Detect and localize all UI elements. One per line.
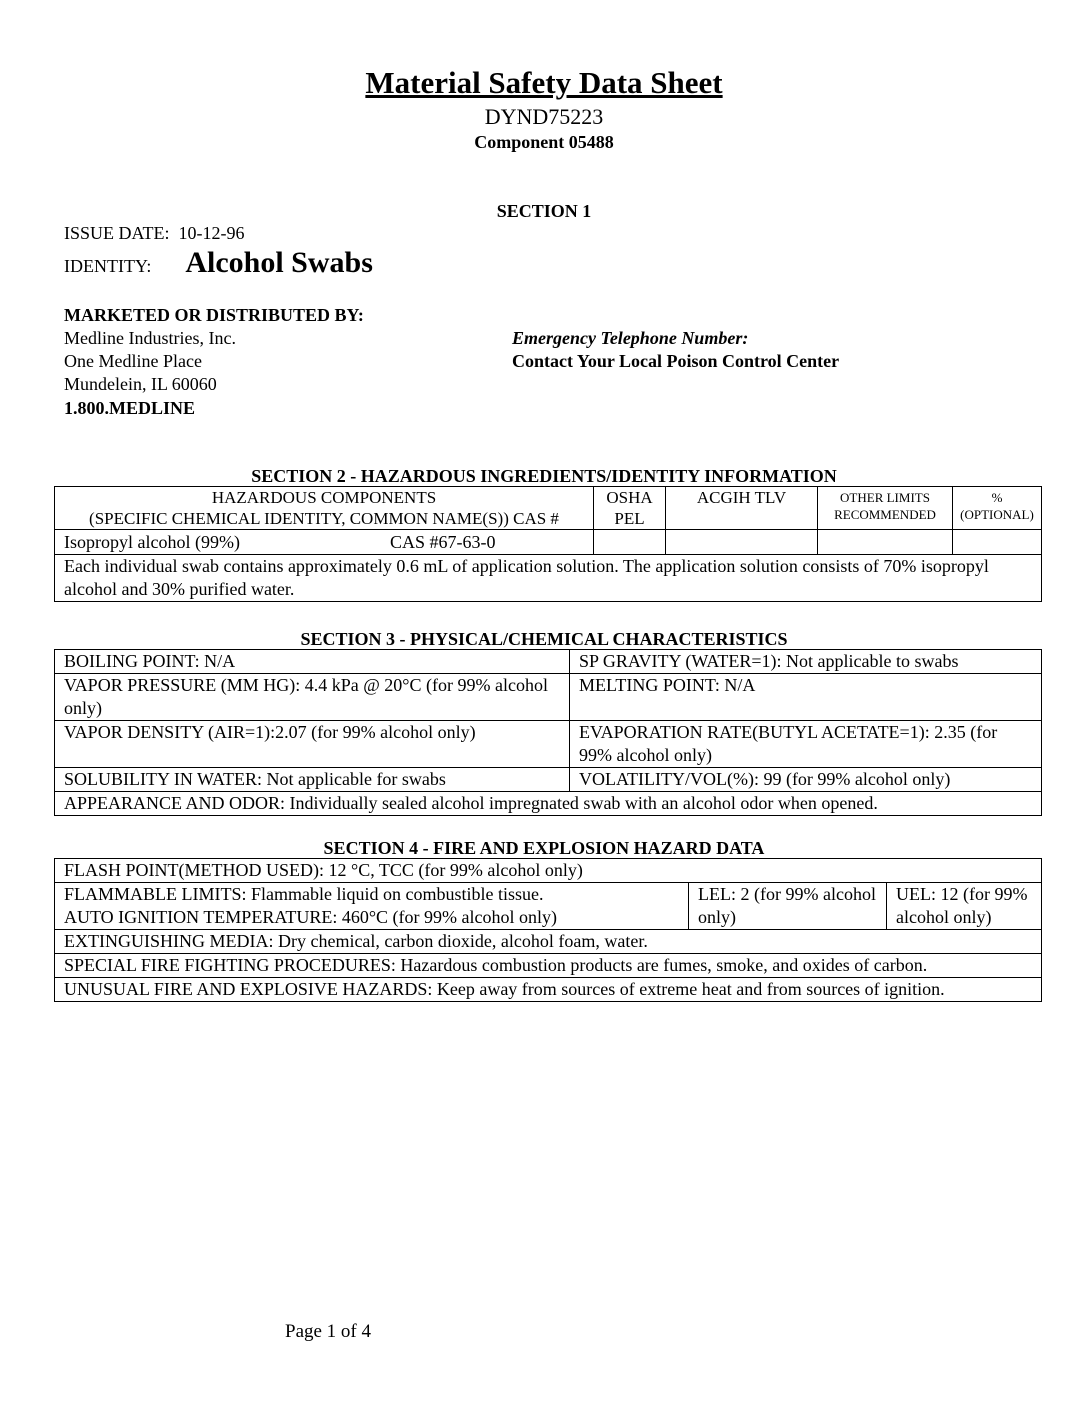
flammable-limits: FLAMMABLE LIMITS: Flammable liquid on combustible tissue. (64, 884, 544, 904)
identity-row (64, 246, 373, 280)
identity-value: Alcohol Swabs (185, 246, 373, 279)
table-row (55, 530, 1042, 555)
document-title: Material Safety Data Sheet (365, 65, 723, 100)
ingredient-name: Isopropyl alcohol (99%) (64, 532, 240, 552)
percent-value (953, 530, 1042, 555)
document-id: DYND75223 (484, 104, 604, 129)
volatility: VOLATILITY/VOL(%): 99 (for 99% alcohol only) (570, 768, 1042, 792)
table-row (55, 859, 1042, 883)
table-row (55, 721, 1042, 768)
table-row (55, 883, 1042, 930)
header-acgih-tlv: ACGIH TLV (666, 487, 818, 530)
upper-explosive-limit: UEL: 12 (for 99% alcohol only) (887, 883, 1042, 930)
evaporation-rate: EVAPORATION RATE(BUTYL ACETATE=1): 2.35 (for 99% alcohol only) (570, 721, 1042, 768)
specific-gravity: SP GRAVITY (WATER=1): Not applicable to swabs (570, 650, 1042, 674)
melting-point: MELTING POINT: N/A (570, 674, 1042, 721)
table-row (55, 650, 1042, 674)
table-row (55, 674, 1042, 721)
section-4-heading: SECTION 4 - FIRE AND EXPLOSION HAZARD DATA (323, 838, 765, 858)
address-line-1: One Medline Place (64, 351, 202, 371)
fire-hazard-table (54, 858, 1042, 1002)
appearance-odor: APPEARANCE AND ODOR: Individually sealed alcohol impregnated swab with an alcohol odor when opened. (55, 792, 1042, 816)
page-number: Page 1 of 4 (285, 1321, 372, 1342)
table-row (55, 555, 1042, 602)
other-limits-value (818, 530, 953, 555)
lower-explosive-limit: LEL: 2 (for 99% alcohol only) (689, 883, 887, 930)
extinguishing-media: EXTINGUISHING MEDIA: Dry chemical, carbon dioxide, alcohol foam, water. (55, 930, 1042, 954)
distributor-heading: MARKETED OR DISTRIBUTED BY: (64, 305, 364, 325)
address-line-2: Mundelein, IL 60060 (64, 374, 217, 394)
header-osha-pel: OSHA PEL (594, 487, 666, 530)
table-row (55, 954, 1042, 978)
header-hazardous-components: HAZARDOUS COMPONENTS (SPECIFIC CHEMICAL IDENTITY, COMMON NAME(S)) CAS # (55, 487, 594, 530)
boiling-point: BOILING POINT: N/A (55, 650, 570, 674)
issue-date-value: 10-12-96 (178, 223, 245, 243)
vapor-density: VAPOR DENSITY (AIR=1):2.07 (for 99% alcohol only) (55, 721, 570, 768)
hazardous-ingredients-table (54, 486, 1042, 602)
vapor-pressure: VAPOR PRESSURE (MM HG): 4.4 kPa @ 20°C (for 99% alcohol only) (55, 674, 570, 721)
flash-point: FLASH POINT(METHOD USED): 12 °C, TCC (for 99% alcohol only) (55, 859, 1042, 883)
emergency-label: Emergency Telephone Number: (512, 328, 749, 348)
table-row (55, 768, 1042, 792)
osha-pel-value (594, 530, 666, 555)
unusual-fire-hazards: UNUSUAL FIRE AND EXPLOSIVE HAZARDS: Keep away from sources of extreme heat and from sources of ignition. (55, 978, 1042, 1002)
table-row (55, 792, 1042, 816)
section-2-heading: SECTION 2 - HAZARDOUS INGREDIENTS/IDENTITY INFORMATION (251, 466, 837, 486)
flammable-limits-cell (55, 883, 689, 930)
ingredient-cas: CAS #67-63-0 (389, 532, 496, 552)
ingredient-cell (55, 530, 594, 555)
issue-date (64, 222, 245, 245)
table-header-row (55, 487, 1042, 530)
section-1-heading: SECTION 1 (496, 201, 592, 221)
physical-characteristics-table (54, 649, 1042, 816)
solubility: SOLUBILITY IN WATER: Not applicable for swabs (55, 768, 570, 792)
auto-ignition-temperature: AUTO IGNITION TEMPERATURE: 460°C (for 99% alcohol only) (64, 907, 557, 927)
solution-note: Each individual swab contains approximately 0.6 mL of application solution. The application solution consists of 70% isopropyl alcohol and 30% purified water. (55, 555, 1042, 602)
component-number: Component 05488 (474, 132, 614, 152)
acgih-tlv-value (666, 530, 818, 555)
issue-date-label: ISSUE DATE: (64, 223, 170, 243)
section-3-heading: SECTION 3 - PHYSICAL/CHEMICAL CHARACTERISTICS (300, 629, 788, 649)
company-name: Medline Industries, Inc. (64, 328, 236, 348)
table-row (55, 978, 1042, 1002)
header-other-limits: OTHER LIMITS RECOMMENDED (818, 487, 953, 530)
phone-number: 1.800.MEDLINE (64, 398, 196, 418)
table-row (55, 930, 1042, 954)
special-fire-fighting-procedures: SPECIAL FIRE FIGHTING PROCEDURES: Hazardous combustion products are fumes, smoke, and oxides of carbon. (55, 954, 1042, 978)
identity-label: IDENTITY: (64, 256, 152, 276)
header-percent: % (OPTIONAL) (953, 487, 1042, 530)
emergency-value: Contact Your Local Poison Control Center (512, 351, 840, 371)
